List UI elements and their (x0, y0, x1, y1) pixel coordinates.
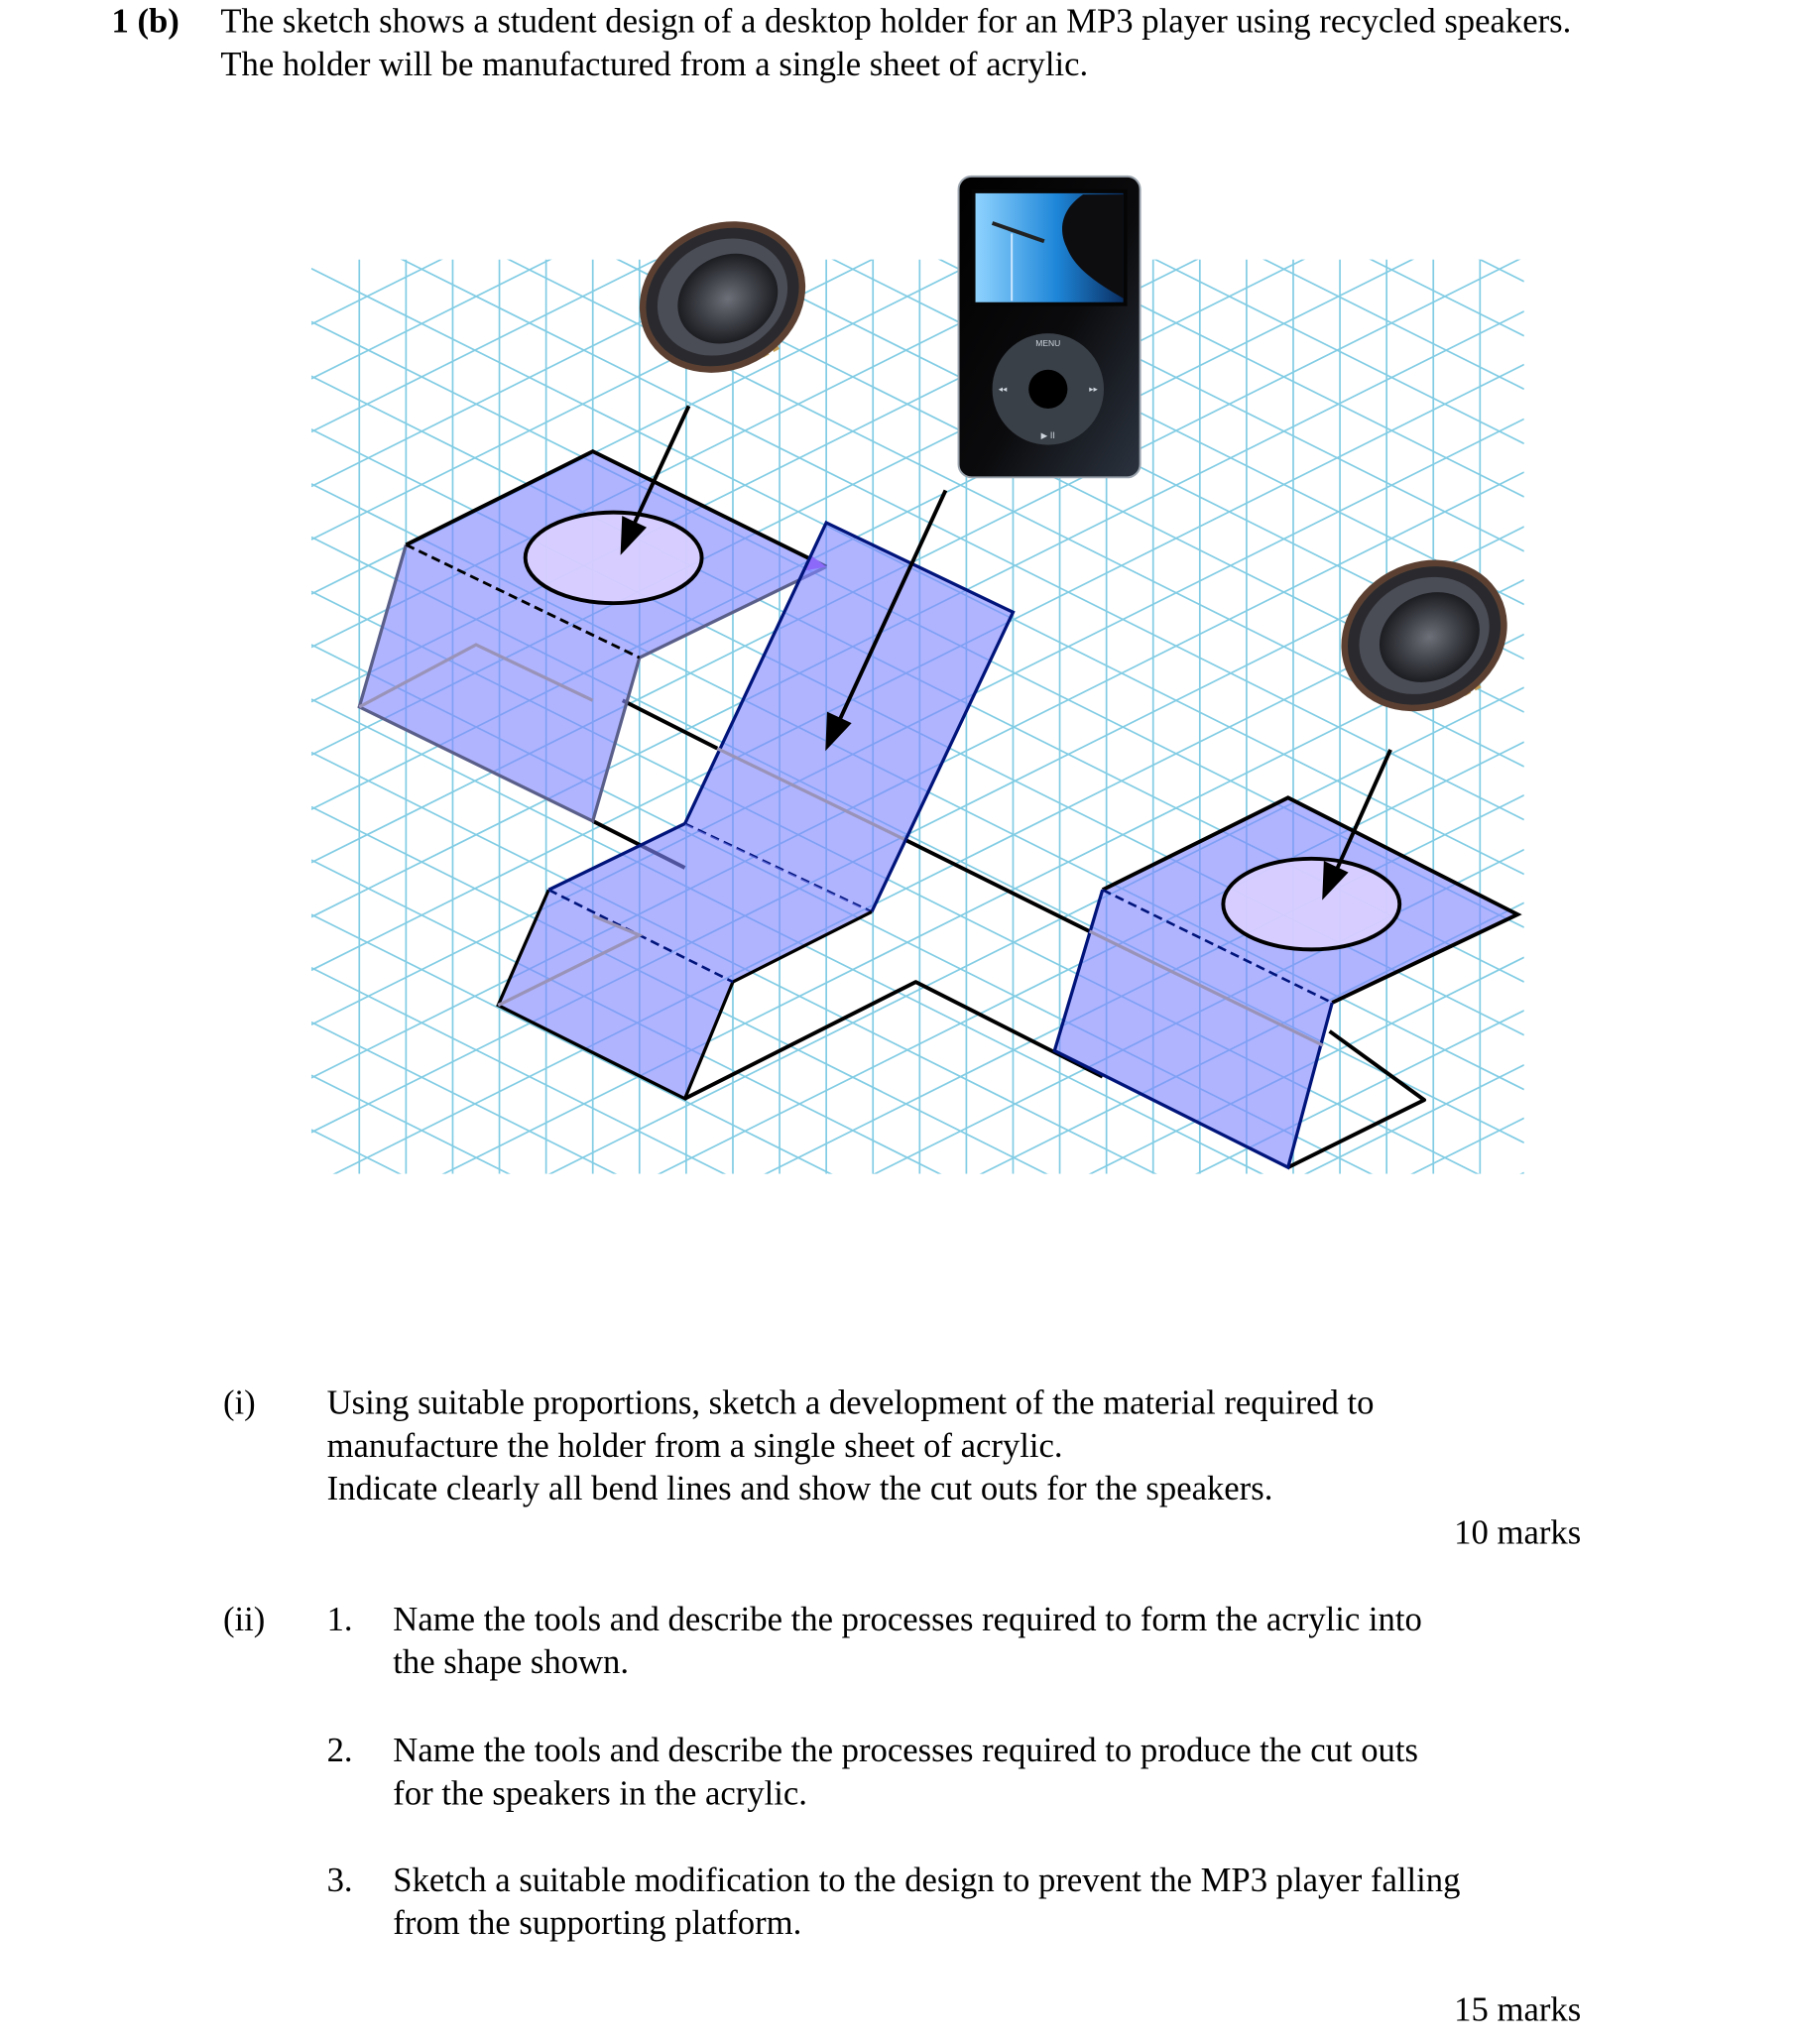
part-ii-item-1-line-2: the shape shown. (393, 1641, 630, 1682)
svg-text:▶ II: ▶ II (1040, 431, 1055, 442)
part-ii-label: (ii) (222, 1599, 266, 1638)
part-ii-item-1-num: 1. (326, 1599, 353, 1638)
part-i-label: (i) (222, 1383, 256, 1422)
part-i-line-2: manufacture the holder from a single sheet of acrylic. (326, 1425, 1063, 1465)
part-ii-item-1-line-1: Name the tools and describe the processes required to form the acrylic into (393, 1599, 1422, 1638)
part-ii-item-2-line-2: for the speakers in the acrylic. (393, 1772, 807, 1813)
part-i-line-3: Indicate clearly all bend lines and show the cut outs for the speakers. (326, 1468, 1273, 1507)
part-ii-item-2-line-1: Name the tools and describe the processes required to produce the cut outs (393, 1730, 1418, 1769)
mp3-player-image (959, 177, 1141, 477)
part-ii-item-3-line-1: Sketch a suitable modification to the design to prevent the MP3 player falling (393, 1860, 1461, 1899)
svg-text:▸▸: ▸▸ (1089, 384, 1098, 395)
part-ii-item-3-num: 3. (326, 1860, 353, 1899)
part-ii-item-2-num: 2. (326, 1730, 353, 1769)
question-intro-line-1: The sketch shows a student design of a desktop holder for an MP3 player using recycled speakers. (220, 1, 1572, 41)
question-intro-line-2: The holder will be manufactured from a single sheet of acrylic. (220, 44, 1089, 83)
part-ii-item-3-line-2: from the supporting platform. (393, 1902, 802, 1942)
question-number: 1 (b) (111, 1, 180, 41)
mp3-menu-label: MENU (1035, 338, 1061, 349)
part-i-line-1: Using suitable proportions, sketch a development of the material required to (326, 1383, 1375, 1422)
speaker-image-right (1314, 532, 1533, 740)
part-i-marks: 10 marks (1454, 1512, 1582, 1552)
part-ii-marks: 15 marks (1454, 1989, 1582, 2029)
svg-text:◂◂: ◂◂ (998, 384, 1008, 395)
acrylic-shape-4 (1054, 797, 1517, 1167)
speaker-image-left (613, 192, 832, 401)
